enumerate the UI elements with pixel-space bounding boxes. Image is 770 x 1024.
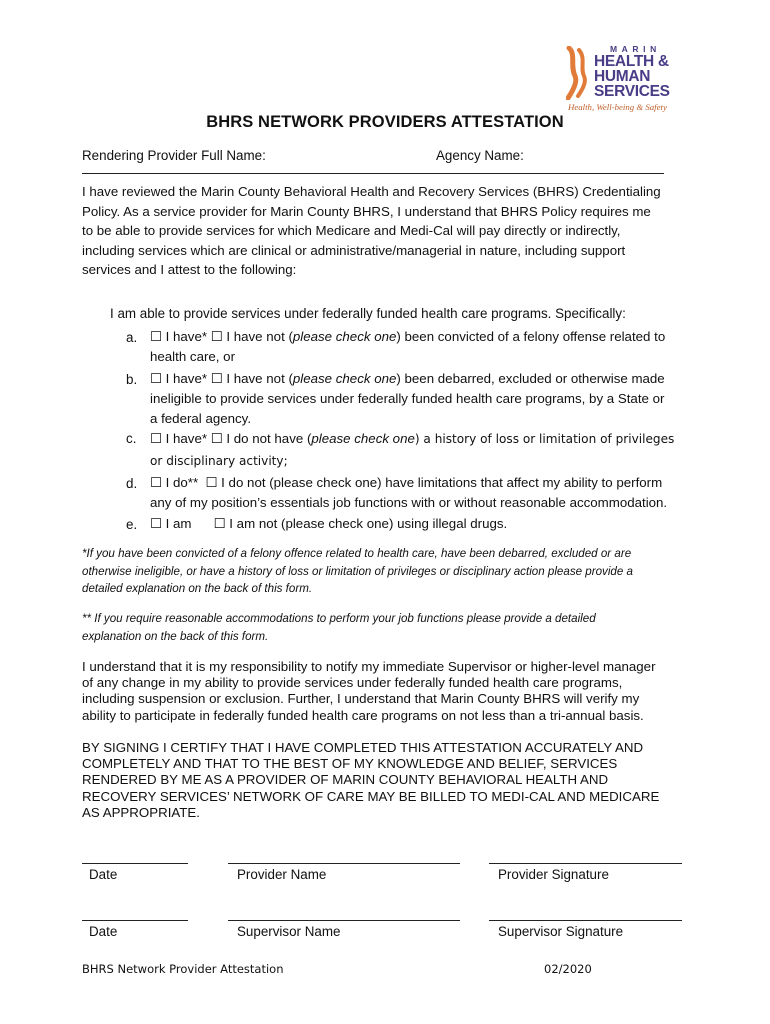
page-title: BHRS NETWORK PROVIDERS ATTESTATION (206, 113, 564, 131)
item-e-letter: e. (126, 517, 138, 532)
checkbox-a-have-not[interactable]: ☐ (210, 329, 223, 344)
checkbox-a-have[interactable]: ☐ (150, 329, 162, 344)
intro-line: Policy. As a service provider for Marin County BHRS, I understand that BHRS Policy requires me (82, 203, 651, 219)
item-d-letter: d. (126, 476, 138, 491)
provider-signature-label: Provider Signature (498, 867, 609, 882)
item-a-letter: a. (126, 330, 138, 345)
item-e: ☐ I am ☐ I am not (please check one) using illegal drugs. (150, 516, 508, 531)
item-c-letter: c. (126, 431, 137, 446)
supervisor-signature-label: Supervisor Signature (498, 924, 624, 939)
checkbox-d-do[interactable]: ☐ (150, 475, 162, 490)
marin-hhs-logo (566, 44, 690, 114)
checkbox-c-have[interactable]: ☐ (150, 431, 162, 446)
supervisor-date-label: Date (89, 924, 118, 939)
certification-paragraph: BY SIGNING I CERTIFY THAT I HAVE COMPLETED THIS ATTESTATION ACCURATELY AND COMPLETELY AND THAT TO THE BEST OF MY KNOWLEDGE AND BELIEF, SERVICES RENDERED BY ME AS A PROVIDER OF MARIN COUNTY BEHAVIORAL HEALTH AND RECOVERY SERVICES’ NETWORK OF CARE MAY BE BILLED TO MEDI-CAL AND MEDICARE AS APPROPRIATE. (82, 740, 660, 820)
footer-date: 02/2020 (544, 962, 592, 976)
checkbox-e-am[interactable]: ☐ (150, 516, 162, 531)
item-b: ☐ I have* ☐ I have not (please check one) been debarred, excluded or otherwise made ineligible to provide services under federally funded health care programs, by a State or a federal agency. (150, 371, 665, 426)
supervisor-date-line[interactable] (82, 920, 188, 921)
provider-name-label: Provider Name (237, 867, 327, 882)
provider-date-label: Date (89, 867, 118, 882)
checkbox-d-do-not[interactable]: ☐ (205, 475, 218, 490)
able-statement: I am able to provide services under federally funded health care programs. Specifically: (110, 306, 626, 321)
provider-name-line[interactable] (228, 863, 460, 864)
logo-tagline: Health, Well-being & Safety (568, 102, 667, 112)
checkbox-c-do-not-have[interactable]: ☐ (210, 431, 223, 446)
supervisor-name-label: Supervisor Name (237, 924, 341, 939)
item-b-letter: b. (126, 372, 138, 387)
supervisor-signature-line[interactable] (489, 920, 682, 921)
intro-paragraph (82, 182, 688, 280)
intro-line: including services which are clinical or administrative/managerial in nature, including support (82, 242, 626, 258)
intro-line: services and I attest to the following: (82, 262, 297, 278)
intro-line: I have reviewed the Marin County Behavioral Health and Recovery Services (BHRS) Credentialing (82, 184, 661, 199)
footnote-felony: *If you have been convicted of a felony offence related to health care, have been debarred, excluded or are otherwise ineligible, or have a history of loss or limitation of privileges or disciplinary action please provide a detailed explanation on the back of this form. (82, 547, 633, 595)
provider-date-line[interactable] (82, 863, 188, 864)
checkbox-e-am-not[interactable]: ☐ (213, 516, 226, 531)
checkbox-b-have[interactable]: ☐ (150, 371, 162, 386)
name-fill-line[interactable] (82, 173, 664, 174)
logo-line-3: SERVICES (594, 83, 670, 100)
logo-mark-icon (566, 46, 590, 100)
footer-title: BHRS Network Provider Attestation (82, 962, 284, 976)
checkbox-b-have-not[interactable]: ☐ (210, 371, 223, 386)
footnote-accommodation: ** If you require reasonable accommodations to perform your job functions please provide a detailed explanation on the back of this form. (82, 612, 596, 643)
item-a: ☐ I have* ☐ I have not (please check one) been convicted of a felony offense related to health care, or (150, 329, 666, 364)
agency-name-label: Agency Name: (436, 148, 524, 163)
responsibility-paragraph: I understand that it is my responsibility to notify my immediate Supervisor or higher-level manager of any change in my ability to provide services under federally funded health care programs, including suspension or exclusion. Further, I understand that Marin County BHRS will verify my ability to participate in federally funded health care programs on not less than a tri-annual basis. (82, 659, 656, 723)
provider-name-label: Rendering Provider Full Name: (82, 148, 266, 163)
logo-marin-text: MARIN (610, 44, 661, 54)
logo-line-1: HEALTH & (594, 53, 669, 70)
logo-line-2: HUMAN (594, 68, 651, 85)
intro-line: to be able to provide services for which Medicare and Medi-Cal will pay directly or indirectly, (82, 223, 621, 239)
supervisor-name-line[interactable] (228, 920, 460, 921)
provider-signature-line[interactable] (489, 863, 682, 864)
item-d: ☐ I do** ☐ I do not (please check one) have limitations that affect my ability to perform any of my position’s essentials job functions with or without reasonable accommodation. (150, 475, 668, 510)
item-c: ☐ I have* ☐ I do not have (please check one) a history of loss or limitation of privileges or disciplinary activity; (150, 431, 675, 468)
